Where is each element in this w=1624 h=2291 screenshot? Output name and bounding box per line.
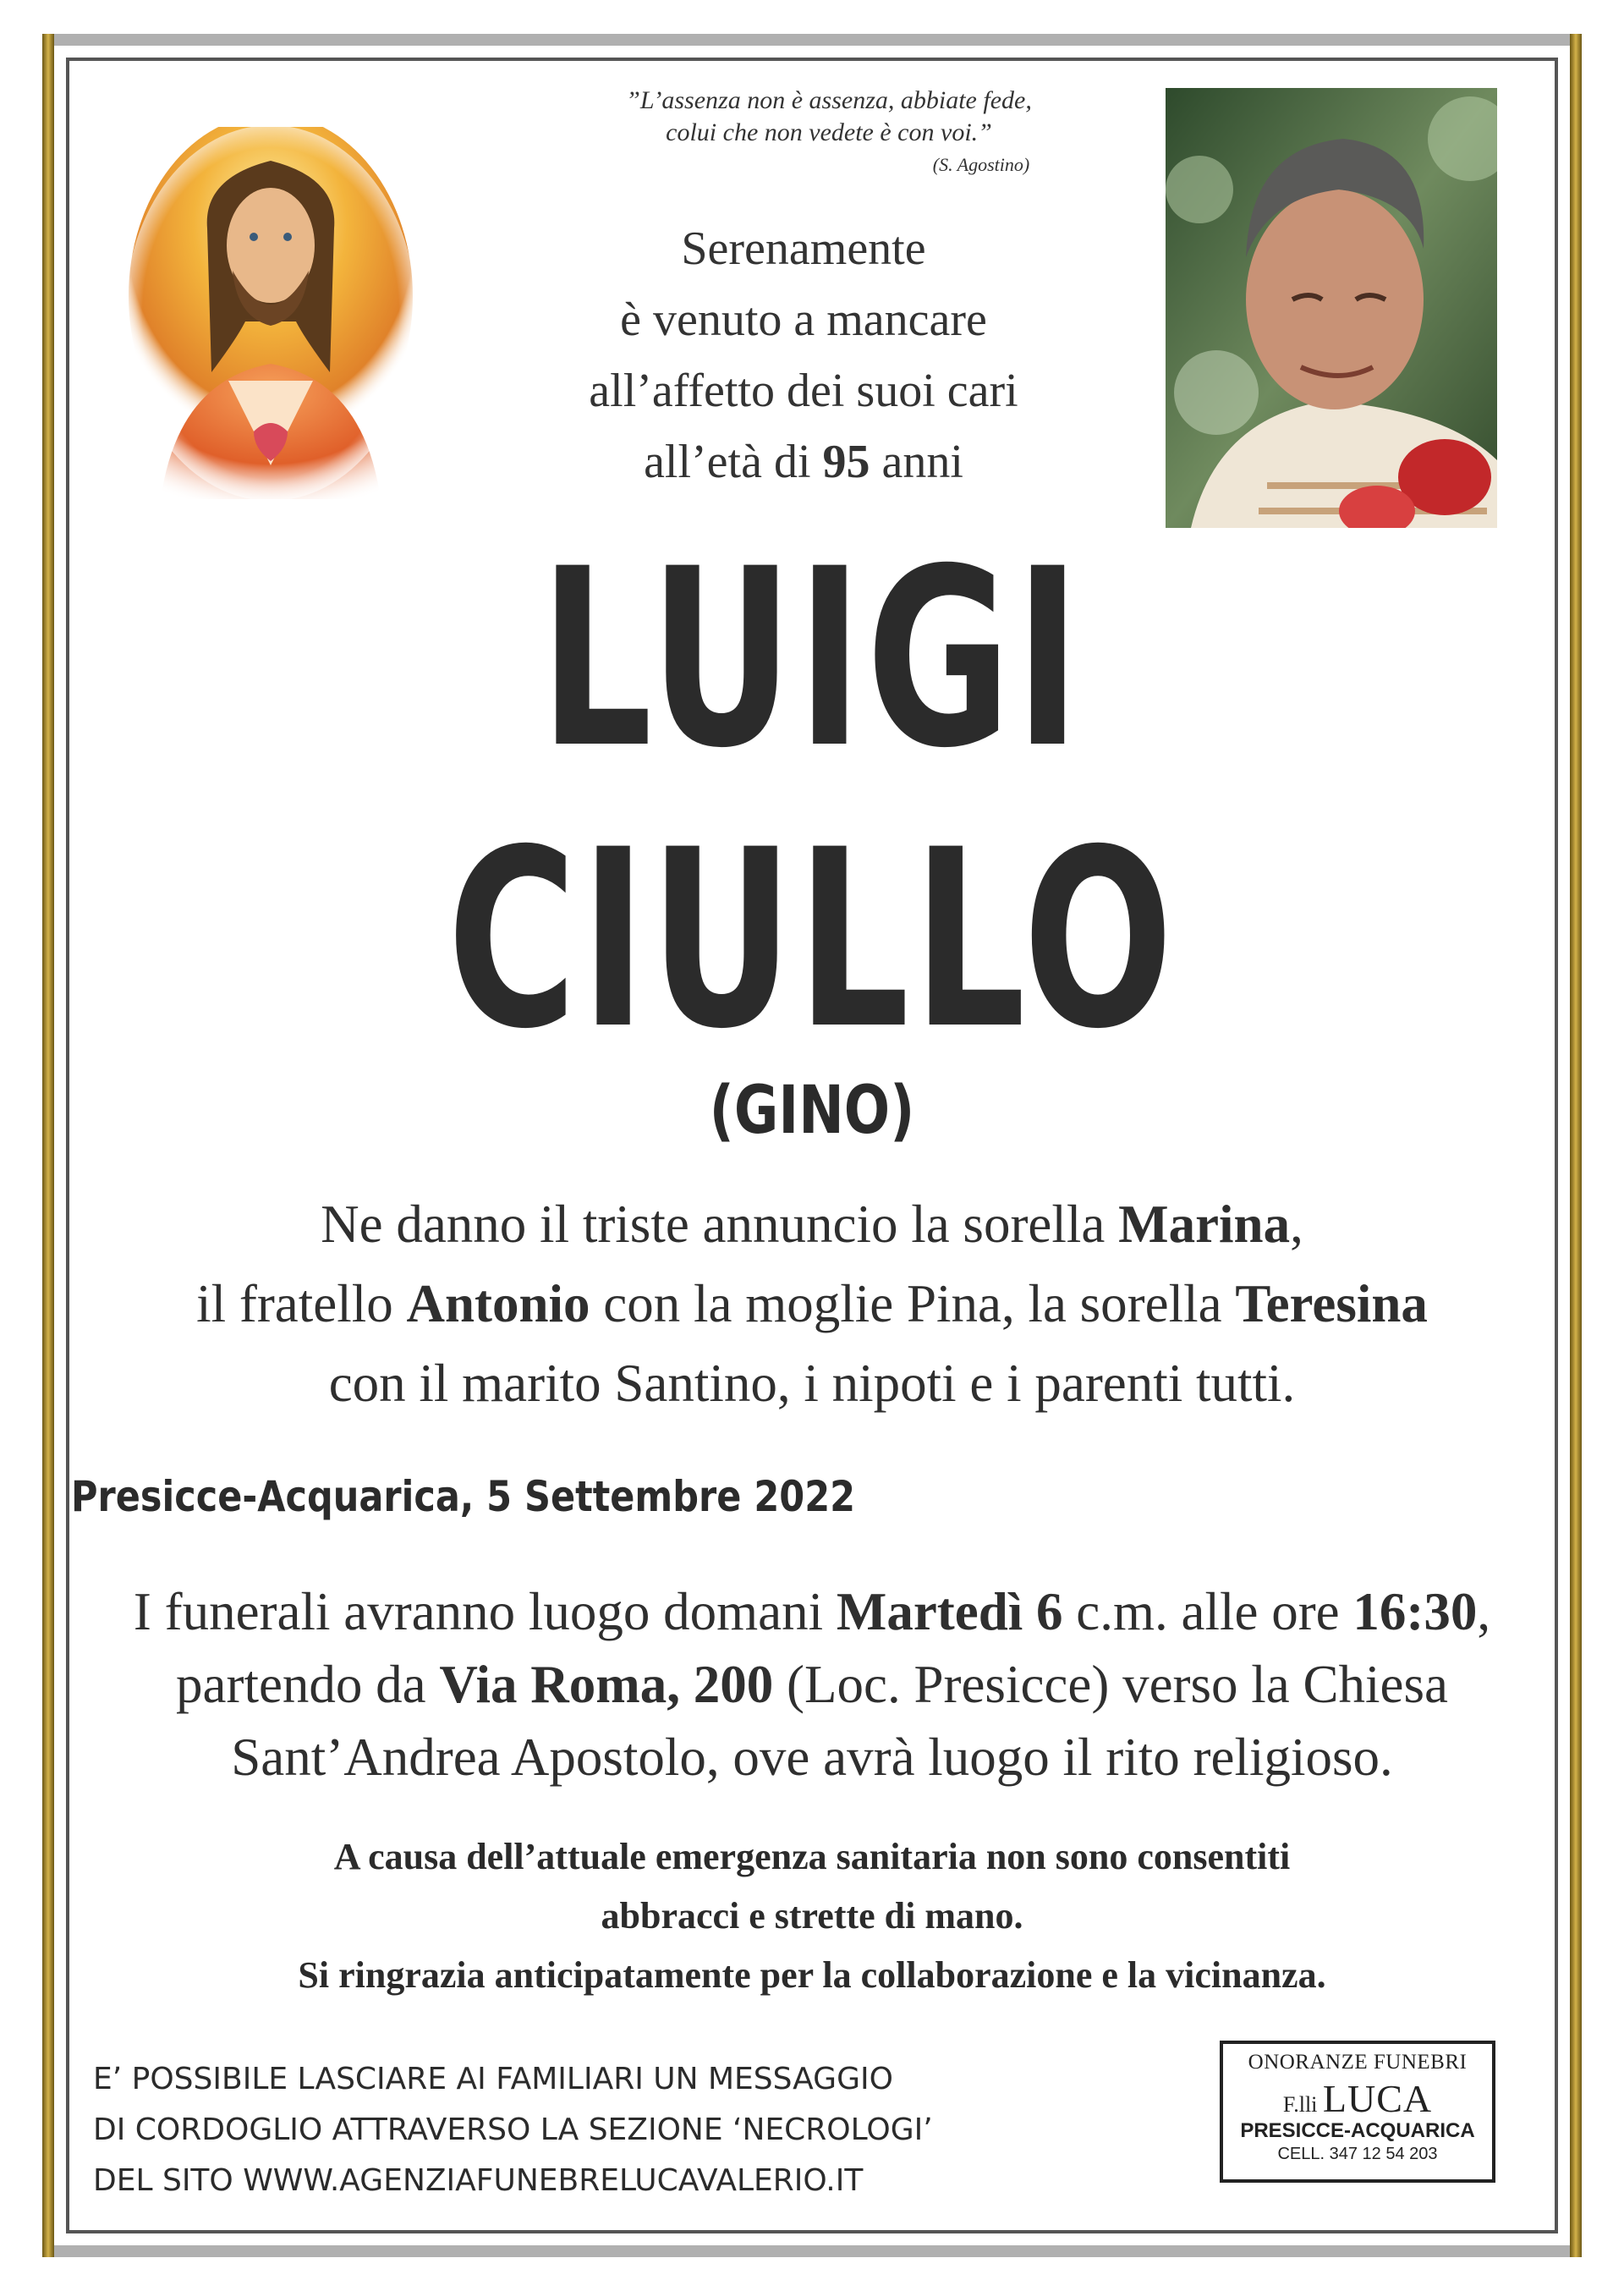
quote-author: (S. Agostino) — [932, 154, 1030, 175]
announcement-line-1: Ne danno il triste annuncio la sorella Marina, — [321, 1195, 1303, 1254]
funeral-line-2: partendo da Via Roma, 200 (Loc. Presicce) verso la Chiesa — [176, 1655, 1448, 1714]
message-line-1: E’ POSSIBILE LASCIARE AI FAMILIARI UN MESSAGGIO — [93, 2062, 893, 2096]
sister-name-1: Marina — [1118, 1195, 1291, 1254]
funeral-home-location: PRESICCE-ACQUARICA — [1240, 2119, 1475, 2142]
funeral-address: Via Roma, 200 — [439, 1655, 774, 1714]
nickname: (GINO) — [709, 1073, 915, 1149]
portrait-photo — [1166, 88, 1497, 528]
funeral-day: Martedì 6 — [836, 1582, 1063, 1641]
intro-line-2: è venuto a mancare — [620, 294, 987, 346]
funeral-home-box — [1220, 2041, 1495, 2183]
sacred-heart-image — [127, 127, 414, 499]
notice-line-1: A causa dell’attuale emergenza sanitaria non sono consentiti — [333, 1836, 1291, 1877]
funeral-line-1: I funerali avranno luogo domani Martedì 6 c.m. alle ore 16:30, — [133, 1582, 1491, 1641]
age-suffix: anni — [870, 436, 963, 488]
funeral-home-heading: ONORANZE FUNEBRI — [1248, 2051, 1468, 2074]
quote-line-1: ”L’assenza non è assenza, abbiate fede, — [626, 86, 1032, 114]
condolence-message — [93, 2054, 1108, 2206]
funeral-time: 16:30 — [1352, 1582, 1478, 1641]
quote-line-2: colui che non vedete è con voi.” — [666, 118, 992, 146]
age-value: 95 — [822, 436, 870, 488]
notice-line-3: Si ringrazia anticipatamente per la collaborazione e la vicinanza. — [298, 1954, 1326, 1996]
intro-text — [482, 213, 1125, 497]
intro-line-1: Serenamente — [681, 223, 926, 275]
funeral-home-phone: CELL. 347 12 54 203 — [1277, 2145, 1438, 2163]
funeral-details — [93, 1575, 1531, 1794]
message-line-3: DEL SITO WWW.AGENZIAFUNEBRELUCAVALERIO.IT — [93, 2163, 864, 2198]
notice-line-2: abbracci e strette di mano. — [601, 1895, 1023, 1937]
last-name: CIULLO — [447, 798, 1177, 1083]
funeral-home-name: F.lli LUCA — [1282, 2077, 1433, 2120]
brother-name: Antonio — [406, 1274, 590, 1333]
announcement — [110, 1184, 1514, 1423]
intro-line-3: all’affetto dei suoi cari — [589, 365, 1018, 417]
first-name: LUIGI — [540, 517, 1084, 802]
intro-line-4 — [482, 426, 1125, 497]
funeral-line-3: Sant’Andrea Apostolo, ove avrà luogo il rito religioso. — [231, 1728, 1393, 1787]
frame-gold-left — [42, 34, 54, 2257]
place-date: Presicce-Acquarica, 5 Settembre 2022 — [71, 1472, 856, 1521]
sister-name-2: Teresina — [1235, 1274, 1428, 1333]
age-prefix: all’età di — [644, 436, 823, 488]
health-notice — [220, 1827, 1404, 2005]
announcement-line-2: il fratello Antonio con la moglie Pina, la sorella Teresina — [196, 1274, 1428, 1333]
announcement-line-3: con il marito Santino, i nipoti e i parenti tutti. — [328, 1354, 1296, 1413]
message-line-2: DI CORDOGLIO ATTRAVERSO LA SEZIONE ‘NECROLOGI’ — [93, 2112, 933, 2147]
quote — [541, 85, 1116, 149]
frame-gold-right — [1570, 34, 1582, 2257]
